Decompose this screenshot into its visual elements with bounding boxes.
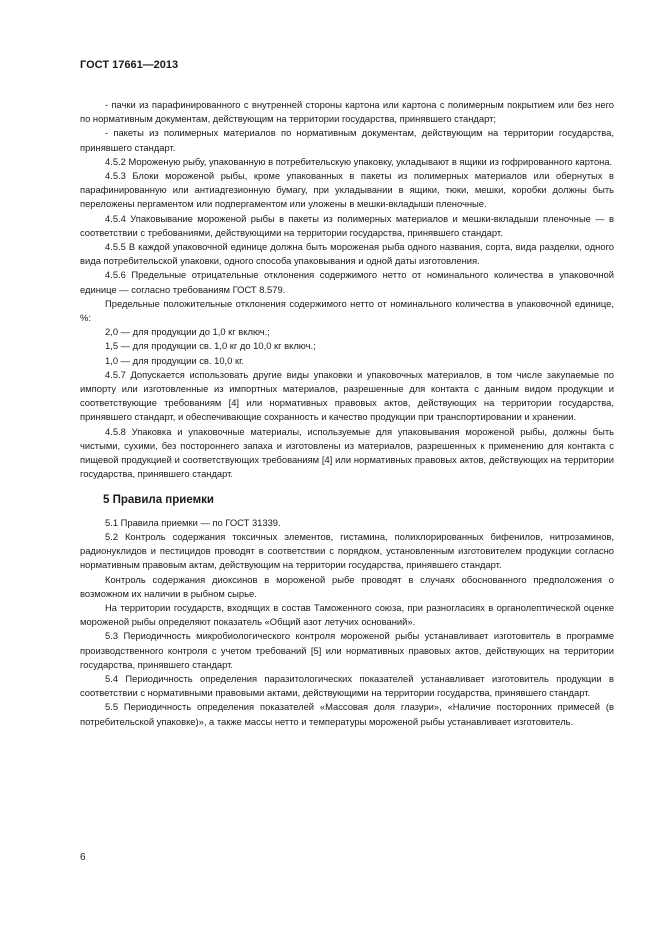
paragraph: 4.5.6 Предельные отрицательные отклонения содержимого нетто от номинального количества в упаковочной единице — согласно требованиям ГОСТ 8.579.	[80, 269, 614, 295]
paragraph: 4.5.5 В каждой упаковочной единице должна быть мороженая рыба одного названия, сорта, вида разделки, одного вида потребительской упаковки, одного способа упаковывания и одной даты изготовления.	[80, 241, 614, 267]
paragraph: 4.5.8 Упаковка и упаковочные материалы, используемые для упаковывания мороженой рыбы, должны быть чистыми, сухими, без постороннего запаха и изготовлены из материалов, разрешенных к применению для контакта с пищевой продукцией и соответствующих требованиям [4] или нормативных правовых актов, действующих на территории государства, принявшего стандарт.	[80, 425, 614, 480]
paragraph: 5.5 Периодичность определения показателей «Массовая доля глазури», «Наличие посторонних примесей (в потребительской упаковке)», а также массы нетто и температуры мороженой рыбы устанавливает изготовитель.	[80, 701, 614, 727]
paragraph: 2,0 — для продукции до 1,0 кг включ.;	[105, 326, 270, 338]
paragraph: На территории государств, входящих в состав Таможенного союза, при разногласиях в органолептической оценке мороженой рыбы определяют показатель «Общий азот летучих оснований».	[80, 601, 614, 628]
paragraph: 4.5.4 Упаковывание мороженой рыбы в пакеты из полимерных материалов и мешки-вкладыши пленочные — в соответствии с требованиями, действующими на территории государства, принявшего стандарт.	[80, 212, 614, 238]
paragraph: - пачки из парафинированного с внутренней стороны картона или картона с полимерным покрытием или без него по нормативным документам, действующим на территории государства, принявшего стандарт;	[80, 99, 614, 125]
paragraph: 1,5 — для продукции св. 1,0 кг до 10,0 кг включ.;	[105, 340, 316, 352]
paragraph: 5.4 Периодичность определения паразитологических показателей устанавливает изготовитель продукции в соответствии с нормативными правовыми актами, действующими на территории государства, принявшего стандарт.	[80, 672, 614, 699]
paragraph: 4.5.3 Блоки мороженой рыбы, кроме упакованных в пакеты из полимерных материалов или обернутых в парафинированную или антиадгезионную бумагу, при укладывании в ящики, тюки, мешки, коробки должны быть переложены пергаментом или подпергаментом или уложены в мешки-вкладыши пленочные.	[80, 170, 614, 210]
paragraph: 4.5.2 Мороженую рыбу, упакованную в потребительскую упаковку, укладывают в ящики из гофрированного картона.	[105, 155, 613, 167]
document-body	[80, 98, 614, 729]
paragraph: 5.2 Контроль содержания токсичных элементов, гистамина, полихлорированных бифенилов, нитрозаминов, радионуклидов и пестицидов проводят в соответствии с порядком, установленным изготовителем продукции согласно нормативным правовым актам, действующим на территории государства, принявшего стандарт.	[80, 530, 614, 571]
paragraph: Предельные положительные отклонения содержимого нетто от номинального количества в упаковочной единице, %:	[80, 297, 614, 324]
paragraph: 1,0 — для продукции св. 10,0 кг.	[105, 354, 244, 366]
paragraph: 4.5.7 Допускается использовать другие виды упаковки и упаковочных материалов, в том числе закупаемые по импорту или изготовленные из импортных материалов, разрешенные для контакта с данным видом продукции и соответствующие требованиям [4] или нормативных правовых актов, действующих на территории государства, принявшего стандарт, и обеспечивающие сохранность и качество продукции при транспортировании и хранении.	[80, 368, 614, 423]
paragraph: Контроль содержания диоксинов в мороженой рыбе проводят в случаях обоснованного предположения о возможном их наличии в рыбном сырье.	[80, 573, 614, 599]
standard-header: ГОСТ 17661—2013	[80, 59, 179, 71]
section-title: 5 Правила приемки	[103, 494, 214, 507]
paragraph: - пакеты из полимерных материалов по нормативным документам, действующим на территории государства, принявшего стандарт.	[80, 127, 614, 153]
page-number: 6	[80, 852, 86, 863]
paragraph: 5.1 Правила приемки — по ГОСТ 31339.	[105, 516, 281, 528]
paragraph: 5.3 Периодичность микробиологического контроля мороженой рыбы устанавливает изготовитель в программе производственного контроля с учетом требований [5] или нормативных правовых актов, действующих на территории государства, принявшего стандарт.	[80, 630, 614, 670]
